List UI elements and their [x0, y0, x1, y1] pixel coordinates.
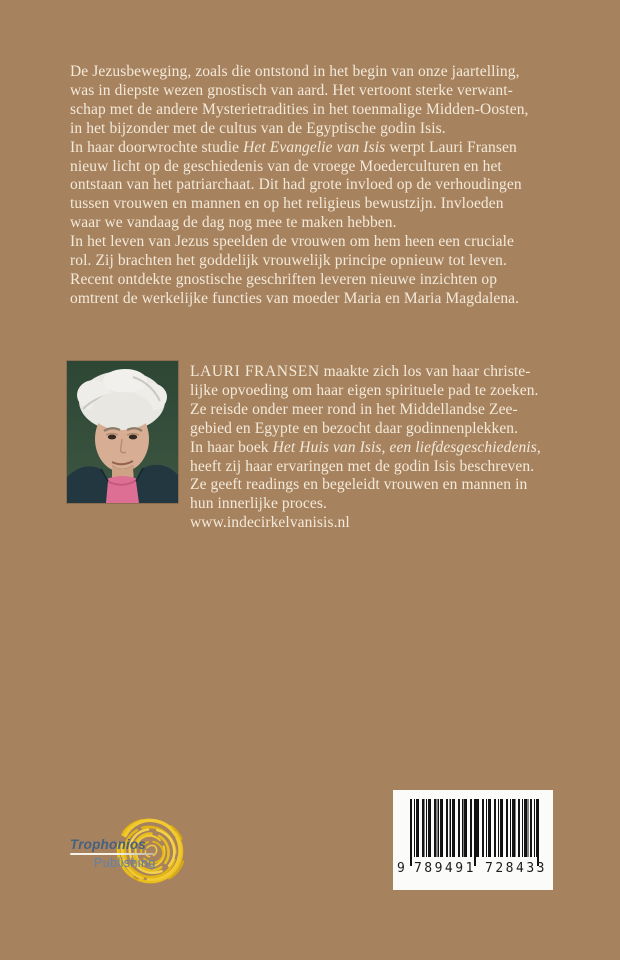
bio-text: In haar boek	[190, 438, 273, 456]
barcode-guard-bar	[410, 799, 412, 866]
bio-line	[190, 363, 541, 382]
author-bio	[190, 363, 541, 533]
synopsis-line: ontstaan van het patriarchaat. Dit had grote invloed op de verhoudingen	[70, 176, 522, 194]
bio-line: Ze reisde onder meer rond in het Middellandse Zee-	[190, 400, 518, 418]
synopsis-line: schap met de andere Mysterietradities in het toenmalige Midden-Oosten,	[70, 100, 529, 118]
synopsis-line: tussen vrouwen en mannen en op het religieus bewustzijn. Invloeden	[70, 195, 504, 213]
author-website-url: www.indecirkelvanisis.nl	[190, 514, 350, 532]
bio-line: lijke opvoeding om haar eigen spirituele pad te zoeken.	[190, 381, 539, 399]
bio-line: gebied en Egypte en bezocht daar godinnenplekken.	[190, 419, 519, 437]
portrait-illustration	[67, 361, 178, 503]
synopsis-text: In haar doorwrochte studie	[70, 138, 244, 156]
synopsis-line: omtrent de werkelijke functies van moeder Maria en Maria Magdalena.	[70, 289, 520, 307]
barcode-guard-bar	[474, 799, 476, 866]
bio-text: ,	[536, 438, 541, 456]
bio-line: Ze geeft readings en begeleidt vrouwen en mannen in	[190, 476, 528, 494]
synopsis-line: was in diepste wezen gnostisch van aard. Het vertoont sterke verwant-	[70, 81, 513, 99]
author-portrait-photo	[67, 361, 178, 503]
synopsis-line: De Jezusbeweging, zoals die ontstond in het begin van onze jaartelling,	[70, 63, 520, 80]
synopsis-line: In het leven van Jezus speelden de vrouwen om hem heen een cruciale	[70, 233, 514, 251]
isbn-group1: 789491	[413, 861, 476, 876]
bio-line	[190, 439, 541, 458]
book-title-evangelie-van-isis: Het Evangelie van Isis	[243, 138, 386, 156]
isbn-barcode	[393, 790, 553, 890]
publisher-name: Trophonios	[70, 837, 146, 852]
synopsis-paragraph	[70, 63, 529, 309]
barcode-guard-bar	[537, 799, 539, 866]
isbn-group2: 728433	[485, 861, 547, 876]
bio-line: heeft zij haar ervaringen met de godin Isis beschreven.	[190, 457, 535, 475]
isbn-digits	[397, 861, 547, 876]
synopsis-line: waar we vandaag de dag nog mee te maken hebben.	[70, 214, 397, 232]
publisher-logo	[60, 805, 200, 900]
book-title-huis-van-isis: Het Huis van Isis, een liefdesgeschiedenis	[272, 438, 537, 456]
bio-line: hun innerlijke proces.	[190, 495, 327, 513]
synopsis-line	[70, 139, 529, 158]
synopsis-line: rol. Zij brachten het goddelijk vrouwelijk principe opnieuw tot leven.	[70, 252, 508, 270]
author-name: LAURI FRANSEN	[190, 363, 320, 380]
synopsis-line: nieuw licht op de geschiedenis van de vroege Moederculturen en het	[70, 157, 502, 175]
synopsis-text: werpt Lauri Fransen	[385, 138, 517, 156]
publisher-sub-label: Publishing	[94, 856, 156, 870]
synopsis-line: in het bijzonder met de cultus van de Egyptische godin Isis.	[70, 119, 446, 137]
logo-swoosh-line	[70, 853, 154, 855]
isbn-prefix: 9	[397, 861, 405, 876]
bio-text: maakte zich los van haar christe-	[319, 363, 531, 380]
synopsis-line: Recent ontdekte gnostische geschriften leveren nieuwe inzichten op	[70, 270, 498, 288]
